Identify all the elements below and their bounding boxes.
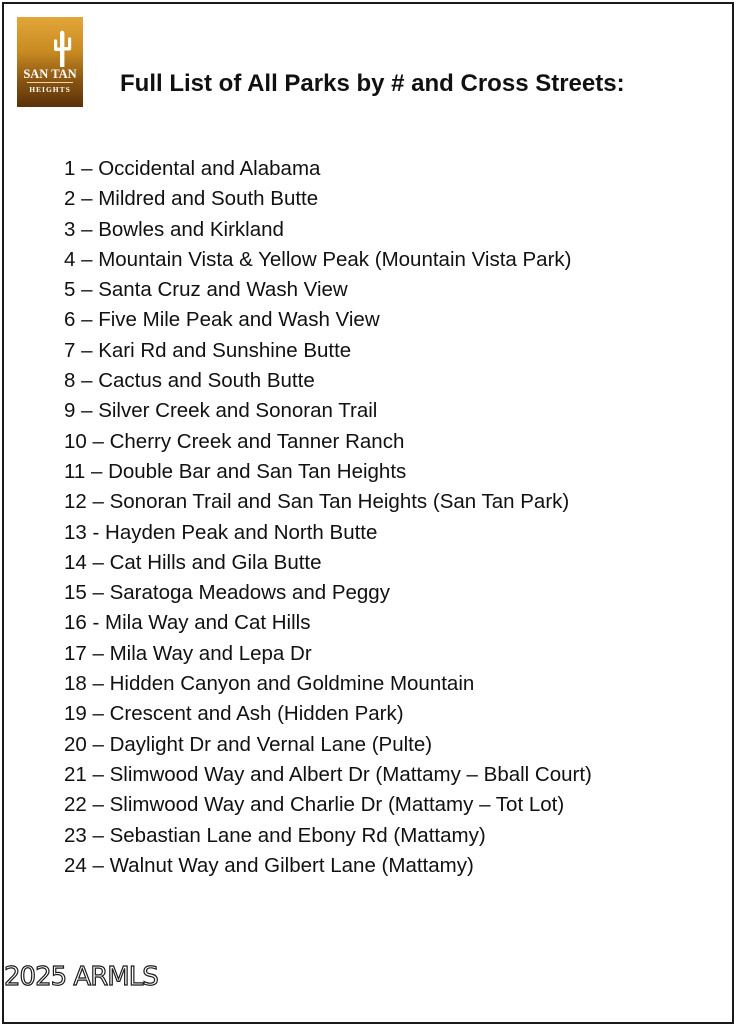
park-list-item: 11 – Double Bar and San Tan Heights: [64, 459, 407, 483]
copyright-watermark: 2025 ARMLS: [4, 962, 158, 992]
park-list: [64, 154, 592, 881]
san-tan-heights-logo: [17, 17, 83, 107]
park-list-item: 17 – Mila Way and Lepa Dr: [64, 641, 312, 665]
park-list-item: 3 – Bowles and Kirkland: [64, 217, 284, 241]
park-list-item: 20 – Daylight Dr and Vernal Lane (Pulte): [64, 732, 433, 756]
park-list-item: 22 – Slimwood Way and Charlie Dr (Mattamy – Tot Lot): [64, 793, 565, 817]
park-list-item: 18 – Hidden Canyon and Goldmine Mountain: [64, 672, 475, 696]
park-list-item: 14 – Cat Hills and Gila Butte: [64, 550, 322, 574]
park-list-item: 7 – Kari Rd and Sunshine Butte: [64, 338, 352, 362]
page-title: Full List of All Parks by # and Cross Streets:: [120, 70, 625, 97]
park-list-item: 2 – Mildred and South Butte: [64, 187, 319, 211]
park-list-item: 4 – Mountain Vista & Yellow Peak (Mountain Vista Park): [64, 247, 572, 271]
park-list-item: 8 – Cactus and South Butte: [64, 369, 315, 393]
park-list-item: 19 – Crescent and Ash (Hidden Park): [64, 702, 404, 726]
park-list-item: 12 – Sonoran Trail and San Tan Heights (San Tan Park): [64, 490, 570, 514]
park-list-item: 1 – Occidental and Alabama: [64, 157, 321, 180]
park-list-item: 9 – Silver Creek and Sonoran Trail: [64, 399, 378, 423]
park-list-item: 24 – Walnut Way and Gilbert Lane (Mattamy): [64, 853, 474, 877]
logo-text-heights: HEIGHTS: [29, 85, 71, 94]
park-list-item: 23 – Sebastian Lane and Ebony Rd (Mattamy): [64, 823, 486, 847]
logo-text-san-tan: SAN TAN: [23, 67, 77, 81]
park-list-item: 15 – Saratoga Meadows and Peggy: [64, 581, 390, 605]
park-list-item: 21 – Slimwood Way and Albert Dr (Mattamy – Bball Court): [64, 762, 592, 786]
logo-divider: [27, 82, 73, 83]
park-list-item: 16 - Mila Way and Cat Hills: [64, 611, 311, 635]
park-list-item: 10 – Cherry Creek and Tanner Ranch: [64, 429, 405, 453]
park-list-item: 6 – Five Mile Peak and Wash View: [64, 308, 380, 332]
park-list-item: 5 – Santa Cruz and Wash View: [64, 278, 348, 302]
park-list-item: 13 - Hayden Peak and North Butte: [64, 520, 378, 544]
cactus-icon: [51, 27, 73, 67]
